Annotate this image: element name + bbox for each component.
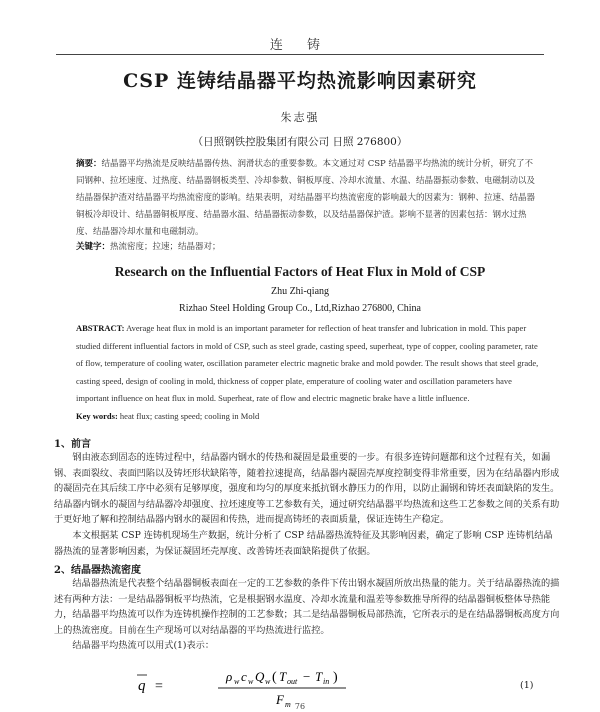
- section-1-heading: 1、前言: [54, 439, 91, 450]
- formula-F-sub: m: [285, 700, 291, 707]
- abstract-en: [76, 320, 540, 408]
- formula-lhs: q: [138, 678, 146, 694]
- header-rule: [56, 54, 544, 55]
- page-number: 76: [294, 702, 306, 711]
- author-en: Zhu Zhi-qiang: [270, 286, 330, 297]
- section-1-paragraph-2: 本文根据某 CSP 连铸机现场生产数据，统计分析了 CSP 结晶器热流特征及其影响因素，确定了影响 CSP 连铸机结晶器热流的显著影响因素，为保证凝固坯壳厚度、改善铸坯表面缺陷提供了依据。: [54, 529, 553, 557]
- formula-rho-sub: w: [234, 677, 240, 686]
- keywords-en-text: heat flux; casting speed; cooling in Mold: [119, 411, 260, 421]
- heat-flux-formula: [100, 662, 560, 707]
- formula-T-in-sub: in: [323, 677, 330, 686]
- author-cn: 朱志强: [280, 111, 320, 124]
- formula-Q-sub: w: [265, 677, 271, 686]
- keywords-en-label: Key words:: [76, 411, 118, 421]
- formula-Q: Q: [255, 669, 265, 684]
- formula-T-in: T: [315, 669, 323, 684]
- section-1-body: [54, 450, 560, 559]
- running-header: 连 铸: [269, 38, 331, 53]
- formula-c: c: [241, 669, 247, 684]
- section-2-paragraph-1: 结晶器热流是代表整个结晶器铜板表面在一定的工艺参数的条件下传出钢水凝固所放出热量的能力。关于结晶器热流的描述有两种方法：一是结晶器铜板平均热流，它是根据钢水温度、冷却水流量和温差等参数推导所得的结晶器铜板整体导热能力，结晶器平均热流可以作为连铸机操作控制的工艺参数；其二是结晶器铜板局部热流，它所表示的是在结晶器铜板高度方向上的热流密度。目前在生产现场可以对结晶器的平均热流进行监控。: [54, 578, 560, 636]
- formula-c-sub: w: [248, 677, 254, 686]
- section-2-heading: 2、结晶器热流密度: [54, 565, 141, 576]
- keywords-cn-text: 热流密度；拉速；结晶器对；: [110, 242, 221, 252]
- keywords-cn-label: 关键字：: [76, 242, 111, 252]
- abstract-en-label: ABSTRACT:: [76, 323, 125, 333]
- affiliation-cn: （日照钢铁控股集团有限公司 日照 276800）: [192, 136, 408, 148]
- equation-number: (1): [520, 680, 534, 691]
- affiliation-en: Rizhao Steel Holding Group Co., Ltd,Rizhao 276800, China: [179, 303, 421, 314]
- keywords-cn: [76, 239, 540, 256]
- paper-title-cn: CSP 连铸结晶器平均热流影响因素研究: [123, 70, 477, 92]
- section-2-paragraph-2: 结晶器平均热流可以用式(1)表示：: [72, 640, 215, 652]
- formula-minus: −: [303, 669, 311, 684]
- formula-T-out: T: [279, 669, 287, 684]
- section-2-body: [54, 576, 560, 654]
- abstract-en-text: Average heat flux in mold is an important parameter for reflection of heat transfer and lubrication in mold. This paper studied different influential factors in mold of CSP, such as steel grade, casting speed, superheat, type of copper, cooling parameter, rate of flow, temperature of cooling water, oscillation parameter electric magnetic brake and mold powder. The result shows that steel grade, casting speed, design of cooling in mold, thickness of copper plate, emperature of cooling water and oscillation parameters have important influence on heat flux in mold. Superheat, rate of flow and electric magnetic brake have a little influence.: [76, 323, 539, 403]
- paper-title-en: Research on the Influential Factors of Heat Flux in Mold of CSP: [114, 264, 486, 279]
- section-1-paragraph-1: 钢由液态到固态的连铸过程中，结晶器内钢水的传热和凝固是最重要的一步。有很多连铸问题都和这个过程有关，如漏钢、表面裂纹、表面凹陷以及铸坯形状缺陷等，随着拉速提高，结晶器内凝固壳厚度控制变得非常重要，因为在结晶器内形成的凝固壳在其后续工序中必须有足够厚度，强度和均匀的厚度来抵抗钢水静压力的作用，以防止漏钢和铸坯表面缺陷的发生。结晶器内钢水的凝固与结晶器冷却强度、拉坯速度等工艺参数有关，通过研究结晶器平均热流和这些工艺参数之间的关系有助于更好地了解和控制结晶器内钢水的凝固和传热，进而提高铸坯的表面质量，保证连铸生产稳定。: [54, 452, 560, 526]
- abstract-cn-label: 摘要：: [76, 159, 102, 169]
- formula-T-out-sub: out: [287, 677, 298, 686]
- formula-rho: ρ: [226, 669, 233, 684]
- formula-paren-close: ): [333, 670, 338, 685]
- formula-equals: =: [155, 679, 163, 694]
- formula-F: F: [276, 692, 284, 707]
- keywords-en: [76, 408, 540, 426]
- abstract-cn: [76, 156, 540, 241]
- formula-paren-open: (: [272, 670, 277, 685]
- abstract-cn-text: 结晶器平均热流是反映结晶器传热、润滑状态的重要参数。本文通过对 CSP 结晶器平均热流的统计分析，研究了不同钢种、拉坯速度、过热度、结晶器钢板类型、冷却参数、铜板厚度、冷却水流量、水温、结晶器振动参数、电磁制动以及结晶器保护渣对结晶器平均热流密度的影响。结果表明，对结晶器平均热流密度的影响最大的因素为：钢种、拉速、结晶器铜板冷却设计、结晶器铜板厚度、结晶器水温、结晶器振动参数，以及结晶器保护渣。影响不显著的因素包括：钢水过热度、结晶器冷却水量和电磁制动。: [76, 159, 536, 237]
